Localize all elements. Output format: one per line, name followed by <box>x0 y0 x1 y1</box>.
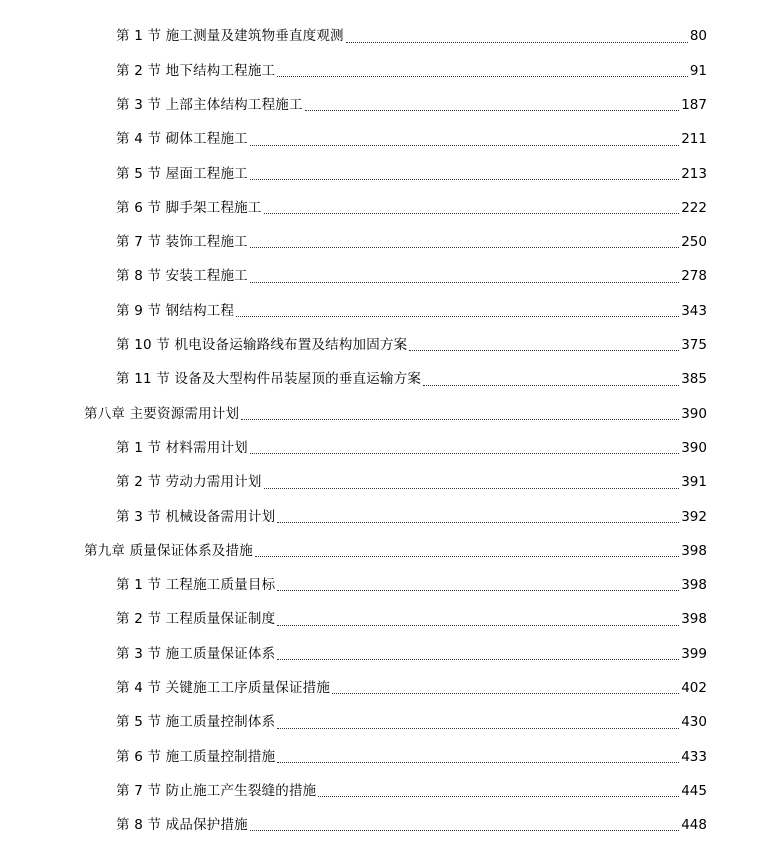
toc-entry-title: 第 5 节 屋面工程施工 <box>116 165 248 182</box>
dot-leader <box>277 762 679 763</box>
toc-entry[interactable] <box>0 89 707 123</box>
table-of-contents <box>0 20 780 843</box>
toc-entry[interactable] <box>0 432 707 466</box>
dot-leader <box>255 556 679 557</box>
toc-chapter-title: 第八章 主要资源需用计划 <box>84 405 240 422</box>
dot-leader <box>318 796 679 797</box>
dot-leader <box>236 316 679 317</box>
toc-entry-title: 第 8 节 成品保护措施 <box>116 817 248 834</box>
toc-entry[interactable] <box>0 226 707 260</box>
toc-entry[interactable] <box>0 123 707 157</box>
toc-entry-title: 第 3 节 施工质量保证体系 <box>116 645 276 662</box>
toc-entry-title: 第 1 节 材料需用计划 <box>116 439 248 456</box>
toc-entry-title: 第 5 节 施工质量控制体系 <box>116 714 276 731</box>
dot-leader <box>250 830 679 831</box>
toc-entry[interactable] <box>0 363 707 397</box>
toc-chapter-entry[interactable] <box>0 534 707 568</box>
toc-entry-page: 343 <box>681 302 707 319</box>
toc-entry-page: 390 <box>681 439 707 456</box>
toc-entry-title: 第 2 节 地下结构工程施工 <box>116 62 276 79</box>
toc-entry-title: 第 4 节 关键施工工序质量保证措施 <box>116 680 331 697</box>
toc-entry[interactable] <box>0 569 707 603</box>
dot-leader <box>277 728 679 729</box>
toc-entry[interactable] <box>0 157 707 191</box>
dot-leader <box>250 247 679 248</box>
toc-entry[interactable] <box>0 191 707 225</box>
toc-entry-page: 390 <box>681 405 707 422</box>
toc-entry-page: 278 <box>681 268 707 285</box>
toc-entry[interactable] <box>0 672 707 706</box>
toc-entry[interactable] <box>0 20 707 54</box>
toc-entry-page: 398 <box>681 542 707 559</box>
toc-entry[interactable] <box>0 294 707 328</box>
toc-entry-page: 213 <box>681 165 707 182</box>
toc-entry-page: 399 <box>681 645 707 662</box>
dot-leader <box>423 385 679 386</box>
toc-entry-title: 第 3 节 上部主体结构工程施工 <box>116 96 303 113</box>
toc-entry-page: 391 <box>681 474 707 491</box>
toc-entry-title: 第 2 节 工程质量保证制度 <box>116 611 276 628</box>
toc-entry-page: 398 <box>681 611 707 628</box>
toc-entry-title: 第 4 节 砌体工程施工 <box>116 131 248 148</box>
toc-entry-title: 第 6 节 脚手架工程施工 <box>116 199 262 216</box>
toc-entry[interactable] <box>0 809 707 843</box>
toc-entry-title: 第 11 节 设备及大型构件吊装屋顶的垂直运输方案 <box>116 371 422 388</box>
toc-entry-title: 第 7 节 装饰工程施工 <box>116 234 248 251</box>
toc-entry[interactable] <box>0 500 707 534</box>
toc-entry[interactable] <box>0 329 707 363</box>
toc-entry-title: 第 9 节 钢结构工程 <box>116 302 235 319</box>
toc-entry-page: 433 <box>681 748 707 765</box>
toc-entry[interactable] <box>0 706 707 740</box>
toc-entry[interactable] <box>0 603 707 637</box>
toc-entry-page: 445 <box>681 782 707 799</box>
toc-entry[interactable] <box>0 740 707 774</box>
dot-leader <box>250 179 679 180</box>
toc-chapter-entry[interactable] <box>0 397 707 431</box>
dot-leader <box>241 419 679 420</box>
dot-leader <box>332 693 679 694</box>
toc-chapter-title: 第九章 质量保证体系及措施 <box>84 542 253 559</box>
dot-leader <box>250 145 679 146</box>
toc-entry-page: 385 <box>681 371 707 388</box>
dot-leader <box>277 625 679 626</box>
toc-entry-title: 第 6 节 施工质量控制措施 <box>116 748 276 765</box>
toc-entry-page: 250 <box>681 234 707 251</box>
toc-entry[interactable] <box>0 775 707 809</box>
dot-leader <box>277 522 679 523</box>
toc-entry-title: 第 8 节 安装工程施工 <box>116 268 248 285</box>
toc-entry-page: 211 <box>681 131 707 148</box>
toc-entry[interactable] <box>0 260 707 294</box>
toc-entry-page: 398 <box>681 577 707 594</box>
dot-leader <box>305 110 680 111</box>
toc-entry-title: 第 10 节 机电设备运输路线布置及结构加固方案 <box>116 337 408 354</box>
toc-entry-page: 91 <box>689 62 707 79</box>
toc-entry-title: 第 1 节 施工测量及建筑物垂直度观测 <box>116 28 344 45</box>
toc-entry-title: 第 1 节 工程施工质量目标 <box>116 577 276 594</box>
toc-entry-page: 448 <box>681 817 707 834</box>
dot-leader <box>346 42 688 43</box>
toc-entry-page: 187 <box>681 96 707 113</box>
dot-leader <box>264 488 680 489</box>
dot-leader <box>250 453 679 454</box>
toc-entry-page: 375 <box>681 337 707 354</box>
dot-leader <box>409 350 679 351</box>
toc-entry-page: 402 <box>681 680 707 697</box>
toc-entry[interactable] <box>0 54 707 88</box>
toc-entry-page: 392 <box>681 508 707 525</box>
toc-entry-page: 80 <box>689 28 707 45</box>
toc-entry-title: 第 7 节 防止施工产生裂缝的措施 <box>116 782 317 799</box>
dot-leader <box>277 590 679 591</box>
dot-leader <box>250 282 679 283</box>
toc-entry-page: 222 <box>681 199 707 216</box>
toc-entry-page: 430 <box>681 714 707 731</box>
toc-entry[interactable] <box>0 637 707 671</box>
dot-leader <box>277 76 688 77</box>
toc-entry-title: 第 2 节 劳动力需用计划 <box>116 474 262 491</box>
toc-entry-title: 第 3 节 机械设备需用计划 <box>116 508 276 525</box>
toc-entry[interactable] <box>0 466 707 500</box>
dot-leader <box>264 213 680 214</box>
dot-leader <box>277 659 679 660</box>
